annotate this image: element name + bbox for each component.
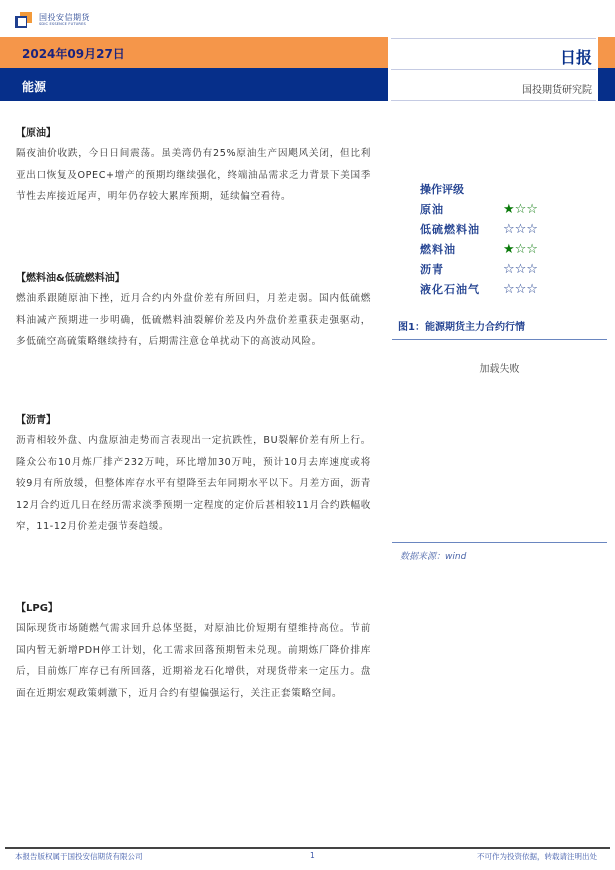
rating-label: 液化石油气 bbox=[420, 283, 480, 296]
footer-disclaimer: 不可作为投资依据，转载请注明出处 bbox=[477, 852, 597, 861]
rating-label: 燃料油 bbox=[420, 243, 456, 256]
star-rating-icon: ★☆☆ bbox=[503, 202, 538, 217]
section-body: 隔夜油价收跌，今日日间震荡。虽美湾仍有25%原油生产因飓风关闭，但比利亚出口恢复及OPEC+增产的预期均继续强化，终端油品需求乏力背景下美国季节性去库接近尾声，明年仍存较大累库预期，延续偏空看待。 bbox=[16, 148, 371, 202]
star-rating-icon: ★☆☆ bbox=[503, 242, 538, 257]
operation-rating-table bbox=[420, 180, 580, 300]
section-body: 沥青相较外盘、内盘原油走势而言表现出一定抗跌性，BU裂解价差有所上行。隆众公布10月炼厂排产232万吨，环比增加30万吨，预计10月去库速度或将较9月有所放缓，但整体库存水平有望降至去年同期水平以下。月差方面，沥青12月合约近几日在经历需求淡季预期一定程度的定价后甚相较11月合约跌幅收窄，11-12月价差走强节奏趋缓。 bbox=[16, 435, 371, 532]
section-heading: 【燃料油&低硫燃料油】 bbox=[16, 273, 125, 284]
logo-en-text: SDIC ESSENCE FUTURES bbox=[39, 21, 86, 26]
title-panel bbox=[388, 37, 598, 101]
company-logo bbox=[15, 10, 90, 30]
star-rating-icon: ☆☆☆ bbox=[503, 262, 538, 277]
logo-cn-text: 国投安信期货 bbox=[39, 12, 90, 22]
divider bbox=[391, 100, 596, 101]
section-fuel-oil bbox=[16, 270, 371, 412]
logo-mark-icon bbox=[15, 12, 33, 28]
figure-source: 数据来源：wind bbox=[400, 552, 467, 562]
report-date: 2024年09月27日 bbox=[22, 47, 125, 61]
figure-load-failed-text: 加载失败 bbox=[479, 364, 520, 375]
section-body: 国际现货市场随燃气需求回升总体坚挺，对原油比价短期有望维持高位。节前国内暂无新增PDH停工计划，化工需求回落预期暂未兑现。前期炼厂降价排库后，目前炼厂库存已有所回落，近期裕龙石化增供，对现货带来一定压力。盘面在近期宏观政策刺激下，近月合约有望偏强运行，关注正套策略空间。 bbox=[16, 623, 371, 699]
report-type-title: 日报 bbox=[559, 48, 592, 67]
page-number: 1 bbox=[310, 851, 315, 860]
rating-row-fuel-oil bbox=[420, 240, 580, 260]
rating-label: 原油 bbox=[420, 203, 444, 216]
report-sector: 能源 bbox=[22, 80, 47, 94]
figure-title: 图1：能源期货主力合约行情 bbox=[398, 322, 525, 333]
star-rating-icon: ☆☆☆ bbox=[503, 222, 538, 237]
rating-row-lpg bbox=[420, 280, 580, 300]
commentary-column bbox=[16, 125, 371, 704]
rating-title: 操作评级 bbox=[420, 183, 464, 196]
section-heading: 【LPG】 bbox=[16, 603, 58, 614]
divider bbox=[391, 69, 596, 70]
figure-bottom-rule bbox=[392, 542, 607, 543]
star-rating-icon: ☆☆☆ bbox=[503, 282, 538, 297]
rating-row-asphalt bbox=[420, 260, 580, 280]
section-heading: 【沥青】 bbox=[16, 415, 56, 426]
divider bbox=[391, 38, 596, 39]
footer-rule bbox=[5, 847, 610, 849]
figure-image-area bbox=[392, 340, 607, 540]
section-crude-oil bbox=[16, 125, 371, 270]
rating-row-low-sulfur-fuel-oil bbox=[420, 220, 580, 240]
institute-name: 国投期货研究院 bbox=[522, 85, 592, 96]
section-lpg bbox=[16, 600, 371, 704]
section-body: 燃油系跟随原油下挫，近月合约内外盘价差有所回归，月差走弱。国内低硫燃料油减产预期进一步明确，低硫燃料油裂解价差及内外盘价差重获走强驱动，多低硫空高硫策略继续持有，后期需注意仓单扰动下的高波动风险。 bbox=[16, 293, 371, 347]
section-asphalt bbox=[16, 412, 371, 600]
rating-row-crude-oil bbox=[420, 200, 580, 220]
section-heading: 【原油】 bbox=[16, 128, 56, 139]
footer-copyright: 本报告版权属于国投安信期货有限公司 bbox=[15, 852, 143, 861]
rating-label: 沥青 bbox=[420, 263, 444, 276]
rating-label: 低硫燃料油 bbox=[420, 223, 480, 236]
